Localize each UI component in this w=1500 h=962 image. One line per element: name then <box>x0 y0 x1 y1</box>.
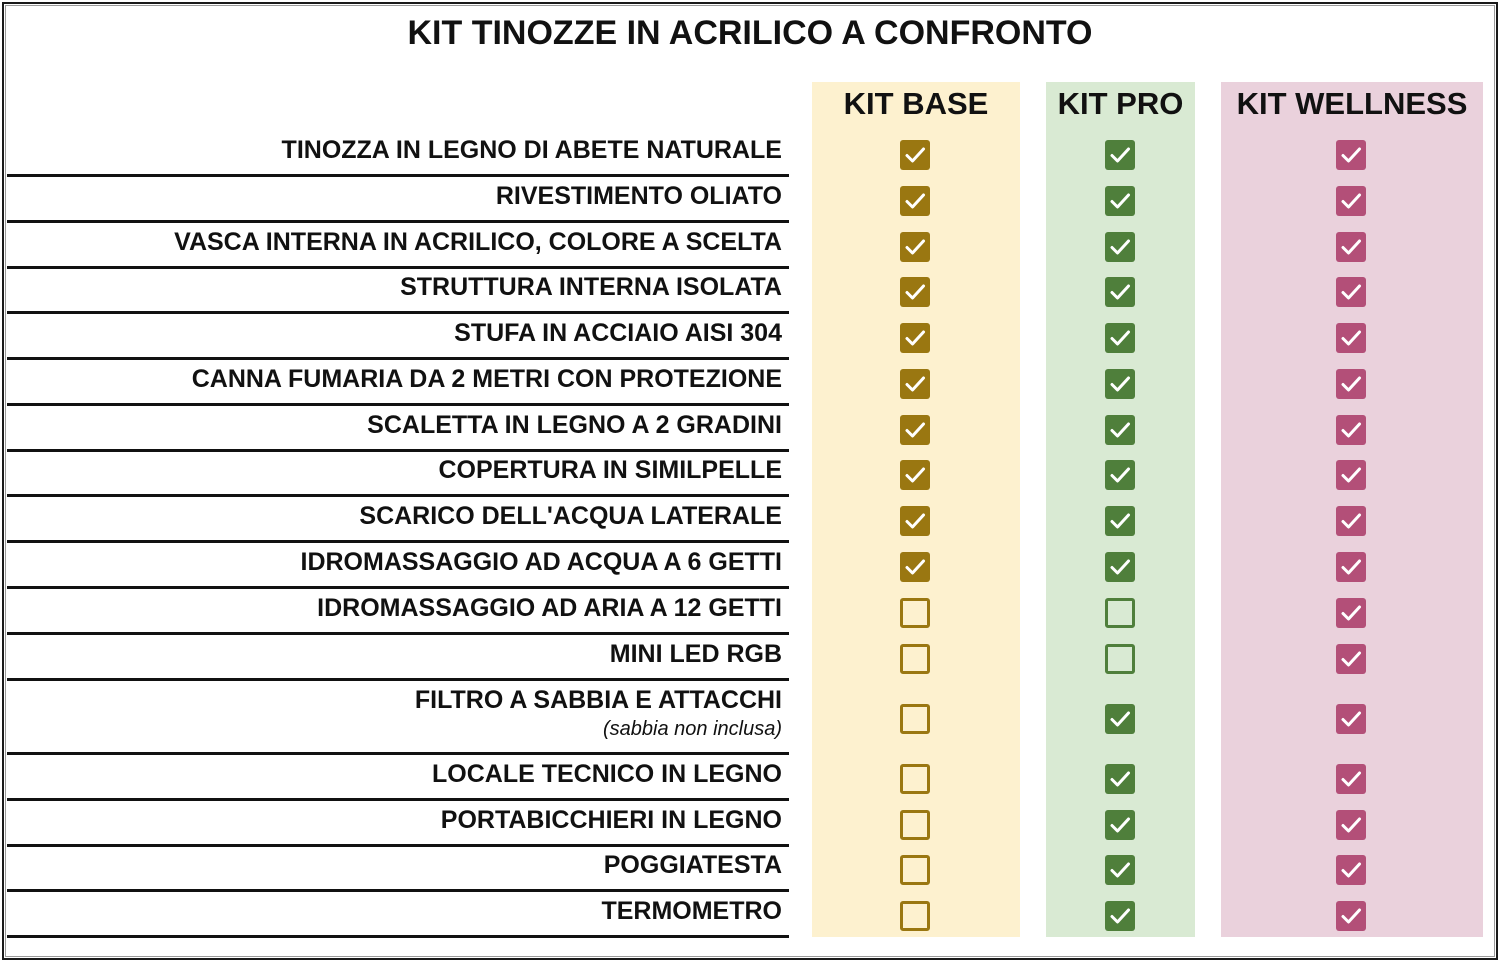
feature-label: LOCALE TECNICO IN LEGNO <box>432 760 782 788</box>
feature-label: SCARICO DELL'ACQUA LATERALE <box>359 502 782 530</box>
checked-checkbox-icon-pro <box>1105 855 1135 885</box>
unchecked-checkbox-icon-base <box>900 644 930 674</box>
checked-checkbox-icon-well <box>1336 552 1366 582</box>
table-row <box>0 406 1500 452</box>
table-row <box>0 268 1500 314</box>
checked-checkbox-icon-base <box>900 140 930 170</box>
feature-label: CANNA FUMARIA DA 2 METRI CON PROTEZIONE <box>191 365 782 393</box>
table-row <box>0 177 1500 223</box>
checked-checkbox-icon-pro <box>1105 460 1135 490</box>
column-header-wellness: KIT WELLNESS <box>1236 86 1468 121</box>
feature-label: FILTRO A SABBIA E ATTACCHI <box>414 686 782 714</box>
checked-checkbox-icon-well <box>1336 460 1366 490</box>
checked-checkbox-icon-well <box>1336 644 1366 674</box>
checked-checkbox-icon-well <box>1336 901 1366 931</box>
checked-checkbox-icon-well <box>1336 415 1366 445</box>
feature-label: TERMOMETRO <box>601 897 782 925</box>
checked-checkbox-icon-pro <box>1105 277 1135 307</box>
feature-label: MINI LED RGB <box>609 640 782 668</box>
checked-checkbox-icon-pro <box>1105 552 1135 582</box>
page-title: KIT TINOZZE IN ACRILICO A CONFRONTO <box>407 14 1093 52</box>
checked-checkbox-icon-base <box>900 369 930 399</box>
feature-label: IDROMASSAGGIO AD ARIA A 12 GETTI <box>317 594 782 622</box>
checked-checkbox-icon-pro <box>1105 810 1135 840</box>
unchecked-checkbox-icon-base <box>900 901 930 931</box>
table-row <box>0 892 1500 938</box>
row-divider <box>7 935 789 938</box>
checked-checkbox-icon-base <box>900 323 930 353</box>
feature-label: IDROMASSAGGIO AD ACQUA A 6 GETTI <box>300 548 782 576</box>
feature-label: TINOZZA IN LEGNO DI ABETE NATURALE <box>281 136 782 164</box>
table-row <box>0 131 1500 177</box>
checked-checkbox-icon-well <box>1336 810 1366 840</box>
table-row <box>0 451 1500 497</box>
table-row <box>0 223 1500 269</box>
unchecked-checkbox-icon-base <box>900 704 930 734</box>
checked-checkbox-icon-pro <box>1105 415 1135 445</box>
column-header-pro: KIT PRO <box>1057 86 1184 121</box>
feature-label: PORTABICCHIERI IN LEGNO <box>440 806 782 834</box>
table-row <box>0 801 1500 847</box>
feature-note: (sabbia non inclusa) <box>603 718 782 740</box>
checked-checkbox-icon-pro <box>1105 140 1135 170</box>
table-row <box>0 497 1500 543</box>
checked-checkbox-icon-well <box>1336 764 1366 794</box>
checked-checkbox-icon-well <box>1336 186 1366 216</box>
checked-checkbox-icon-base <box>900 460 930 490</box>
table-row <box>0 755 1500 801</box>
checked-checkbox-icon-base <box>900 186 930 216</box>
feature-label: POGGIATESTA <box>603 851 782 879</box>
checked-checkbox-icon-pro <box>1105 232 1135 262</box>
table-row <box>0 589 1500 635</box>
table-row <box>0 314 1500 360</box>
checked-checkbox-icon-well <box>1336 704 1366 734</box>
feature-label: SCALETTA IN LEGNO A 2 GRADINI <box>367 411 782 439</box>
checked-checkbox-icon-well <box>1336 323 1366 353</box>
table-row <box>0 635 1500 681</box>
feature-label: STRUTTURA INTERNA ISOLATA <box>400 273 782 301</box>
checked-checkbox-icon-base <box>900 506 930 536</box>
checked-checkbox-icon-pro <box>1105 764 1135 794</box>
column-header-base: KIT BASE <box>843 86 989 121</box>
unchecked-checkbox-icon-base <box>900 764 930 794</box>
checked-checkbox-icon-well <box>1336 277 1366 307</box>
unchecked-checkbox-icon-pro <box>1105 598 1135 628</box>
checked-checkbox-icon-base <box>900 232 930 262</box>
checked-checkbox-icon-pro <box>1105 323 1135 353</box>
table-row <box>0 681 1500 755</box>
checked-checkbox-icon-well <box>1336 506 1366 536</box>
table-row <box>0 846 1500 892</box>
unchecked-checkbox-icon-base <box>900 855 930 885</box>
checked-checkbox-icon-well <box>1336 598 1366 628</box>
table-row <box>0 360 1500 406</box>
checked-checkbox-icon-pro <box>1105 369 1135 399</box>
checked-checkbox-icon-well <box>1336 140 1366 170</box>
unchecked-checkbox-icon-base <box>900 598 930 628</box>
feature-label: RIVESTIMENTO OLIATO <box>495 182 782 210</box>
feature-label: STUFA IN ACCIAIO AISI 304 <box>454 319 782 347</box>
feature-label: COPERTURA IN SIMILPELLE <box>438 456 782 484</box>
feature-label: VASCA INTERNA IN ACRILICO, COLORE A SCELTA <box>174 228 782 256</box>
unchecked-checkbox-icon-base <box>900 810 930 840</box>
checked-checkbox-icon-base <box>900 415 930 445</box>
checked-checkbox-icon-well <box>1336 369 1366 399</box>
checked-checkbox-icon-base <box>900 277 930 307</box>
checked-checkbox-icon-well <box>1336 855 1366 885</box>
checked-checkbox-icon-pro <box>1105 506 1135 536</box>
checked-checkbox-icon-pro <box>1105 186 1135 216</box>
checked-checkbox-icon-pro <box>1105 901 1135 931</box>
checked-checkbox-icon-well <box>1336 232 1366 262</box>
checked-checkbox-icon-pro <box>1105 704 1135 734</box>
unchecked-checkbox-icon-pro <box>1105 644 1135 674</box>
table-row <box>0 543 1500 589</box>
checked-checkbox-icon-base <box>900 552 930 582</box>
